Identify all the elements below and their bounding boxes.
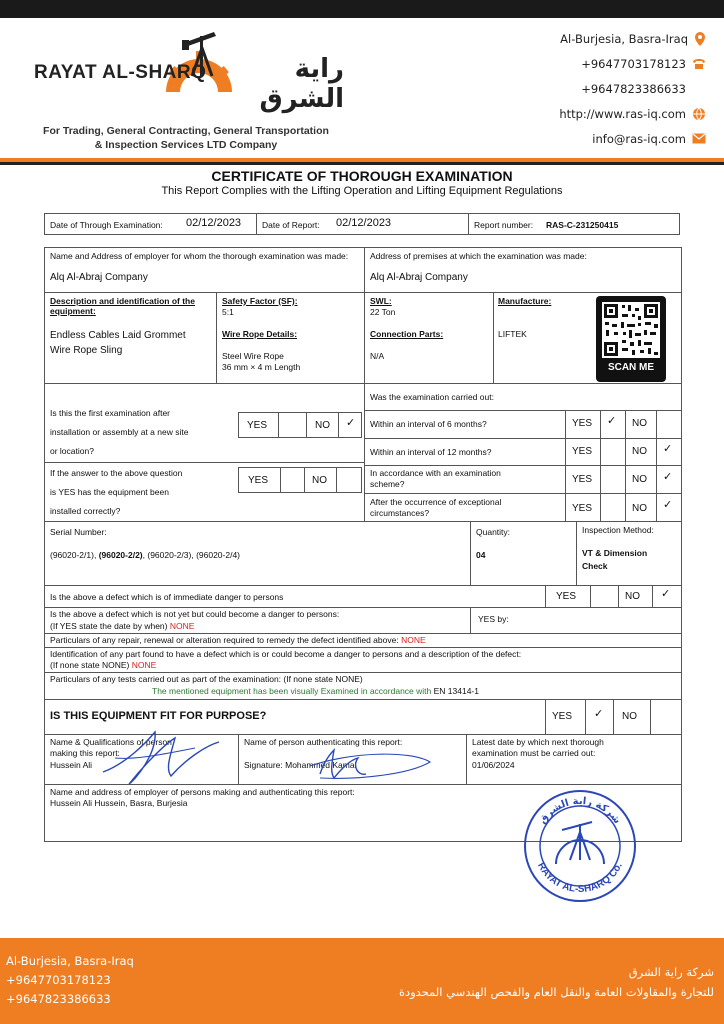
no-label: NO: [622, 711, 637, 722]
none-value: NONE: [401, 635, 426, 645]
divider: [278, 412, 279, 438]
contact-email[interactable]: info@ras-iq.com: [506, 126, 706, 151]
stamp-text-en: RAYAT AL-SHARQ Co.: [535, 860, 625, 896]
no-label: NO: [632, 503, 647, 514]
date-exam-label: Date of Through Examination:: [50, 220, 163, 230]
footer-company-ar: [334, 962, 714, 1002]
qr-label: SCAN ME: [607, 362, 655, 373]
desc-value-1: Endless Cables Laid Grommet: [50, 330, 186, 341]
signature-hussein: [95, 724, 225, 788]
contact-phone-1[interactable]: +9647703178123: [506, 51, 706, 76]
qr-pattern: [602, 302, 660, 358]
future-danger-hint: (If YES state the date by when): [50, 621, 168, 631]
logo-text-en: RAYAT AL-SHARQ: [34, 62, 207, 83]
desc-value-2: Wire Rope Sling: [50, 345, 123, 356]
company-tagline: [36, 124, 336, 152]
divider: [470, 607, 471, 633]
immediate-danger-q: Is the above a defect which is of immediate danger to persons: [50, 592, 284, 602]
serial-sep: ,: [93, 550, 99, 560]
footer-ar-line-1: شركة راية الشرق: [628, 965, 714, 979]
company-stamp: [522, 788, 638, 904]
identification-q2: [50, 660, 156, 670]
yes-label: YES: [572, 418, 593, 429]
divider: [338, 412, 339, 438]
yes-label: YES: [552, 711, 573, 722]
divider: [466, 734, 467, 784]
divider: [44, 607, 682, 608]
footer-contacts: [6, 952, 134, 1009]
stamp-derrick-icon: [556, 822, 604, 864]
divider: [44, 383, 682, 384]
yes-label: YES: [572, 474, 593, 485]
fit-for-purpose-q: IS THIS EQUIPMENT FIT FOR PURPOSE?: [50, 710, 267, 722]
footer-ar-line-2: للتجارة والمقاولات العامة والنقل العام والفحص الهندسي المحدودة: [398, 985, 714, 999]
method-value-2: Check: [582, 561, 608, 571]
divider: [44, 462, 364, 463]
quantity-label: Quantity:: [476, 527, 511, 537]
check-mark: ✓: [661, 588, 671, 600]
check-mark: ✓: [663, 471, 673, 483]
auth-value: Signature: Mohammed Kamal: [244, 760, 357, 770]
scheme-q2: scheme?: [370, 479, 405, 489]
method-label: Inspection Method:: [582, 525, 654, 535]
serial-item: (96020-2/1): [50, 550, 94, 560]
repair-label: Particulars of any repair, renewal or alteration required to remedy the defect identified above:: [50, 635, 399, 645]
first-exam-q1: Is this the first examination after: [50, 408, 170, 418]
divider: [364, 493, 682, 494]
divider: [468, 213, 469, 235]
top-bar: [0, 0, 724, 18]
yes-by-label: YES by:: [478, 614, 509, 624]
divider: [652, 585, 653, 607]
signature-mohammed: [300, 744, 436, 784]
divider: [336, 467, 337, 493]
no-label: NO: [632, 474, 647, 485]
employer-address-value: Hussein Ali Hussein, Basra, Burjesia: [50, 798, 188, 808]
footer-phone-1[interactable]: +9647703178123: [6, 973, 111, 987]
quals-label-1: Name & Qualifications of person: [50, 737, 172, 747]
serial-item: (96020-2/3): [147, 550, 192, 560]
date-report-value: 02/12/2023: [336, 217, 392, 229]
check-mark: ✓: [663, 443, 673, 455]
divider: [470, 521, 471, 585]
next-exam-label-2: examination must be carried out:: [472, 748, 596, 758]
tagline-line-1: For Trading, General Contracting, General Transportation: [43, 125, 329, 137]
sf-label: Safety Factor (SF):: [222, 296, 298, 306]
quals-label-2: making this report:: [50, 748, 120, 758]
contact-address: Al-Burjesia, Basra-Iraq: [506, 26, 706, 51]
identification-q: Identification of any part found to have a defect which is or could become a danger to persons and a description of the defect:: [50, 649, 522, 659]
interval-6-q: Within an interval of 6 months?: [370, 419, 487, 429]
divider: [306, 412, 307, 438]
premises-label: Address of premises at which the examination was made:: [370, 251, 587, 261]
divider: [545, 699, 546, 734]
employer-label: Name and Address of employer for whom the thorough examination was made:: [50, 251, 349, 261]
contact-block: [506, 26, 706, 151]
divider: [256, 213, 257, 235]
repair-q: [50, 635, 426, 645]
email-icon: [692, 133, 706, 144]
check-mark: ✓: [346, 417, 356, 429]
qr-code[interactable]: [596, 296, 666, 382]
report-number-value: RAS-C-231250415: [546, 220, 619, 230]
contact-website[interactable]: http://www.ras-iq.com: [506, 101, 706, 126]
divider: [44, 292, 682, 293]
header-divider-dark: [0, 162, 724, 165]
yes-label: YES: [556, 591, 577, 602]
divider: [590, 585, 591, 607]
rope-label: Wire Rope Details:: [222, 329, 298, 339]
footer: [0, 938, 724, 1024]
swl-value: 22 Ton: [370, 307, 396, 317]
swl-label: SWL:: [370, 296, 392, 306]
divider: [364, 438, 682, 439]
tests-value: [152, 686, 479, 696]
sf-value: 5:1: [222, 307, 234, 317]
manufacture-value: LIFTEK: [498, 329, 527, 339]
date-exam-value: 02/12/2023: [186, 217, 242, 229]
tagline-line-2: & Inspection Services LTD Company: [94, 139, 278, 151]
no-label: NO: [625, 591, 640, 602]
divider: [650, 699, 651, 734]
divider: [44, 699, 682, 700]
tests-value-text: The mentioned equipment has been visually Examined in accordance with: [152, 686, 432, 696]
divider: [44, 672, 682, 673]
divider: [545, 585, 546, 607]
quals-value: Hussein Ali: [50, 760, 93, 770]
tests-q: Particulars of any tests carried out as part of the examination: (If none state NONE): [50, 674, 363, 684]
identification-hint: (If none state NONE): [50, 660, 130, 670]
divider: [364, 410, 682, 411]
manufacture-label: Manufacture:: [498, 296, 552, 306]
desc-label: Description and identification of the equipment:: [50, 296, 195, 316]
none-value: NONE: [169, 621, 195, 631]
footer-address: Al-Burjesia, Basra-Iraq: [6, 954, 134, 968]
premises-value: Alq Al-Abraj Company: [370, 272, 468, 283]
divider: [585, 699, 586, 734]
phone-icon: [692, 58, 706, 70]
divider: [44, 585, 682, 586]
certificate-title: CERTIFICATE OF THOROUGH EXAMINATION: [211, 168, 513, 184]
divider: [44, 647, 682, 648]
method-value-1: VT & Dimension: [582, 548, 648, 558]
divider: [364, 465, 682, 466]
installed-q2: is YES has the equipment been: [50, 487, 169, 497]
serial-value: [50, 550, 240, 560]
none-value: NONE: [131, 660, 157, 670]
divider: [304, 467, 305, 493]
date-report-label: Date of Report:: [262, 220, 320, 230]
next-exam-value: 01/06/2024: [472, 760, 515, 770]
rope-value-2: 36 mm × 4 m Length: [222, 362, 301, 372]
yes-label: YES: [247, 420, 268, 431]
tests-standard: EN 13414-1: [433, 686, 479, 696]
certificate-subtitle: This Report Complies with the Lifting Operation and Lifting Equipment Regulations: [161, 185, 563, 197]
quantity-value: 04: [476, 550, 486, 560]
stamp-text-ar: شركة راية الشرق: [537, 795, 623, 827]
divider: [44, 633, 682, 634]
company-logo: [34, 26, 344, 124]
serial-item: (96020-2/2): [98, 550, 143, 560]
divider: [238, 734, 239, 784]
rope-value-1: Steel Wire Rope: [222, 351, 284, 361]
installed-q3: installed correctly?: [50, 506, 121, 516]
divider: [618, 585, 619, 607]
divider: [44, 521, 682, 522]
next-exam-label-1: Latest date by which next thorough: [472, 737, 604, 747]
serial-item: (96020-2/4): [196, 550, 241, 560]
carried-out-label: Was the examination carried out:: [370, 392, 494, 402]
report-number-label: Report number:: [474, 220, 534, 230]
divider: [576, 521, 577, 585]
conn-label: Connection Parts:: [370, 329, 444, 339]
no-label: NO: [632, 418, 647, 429]
scheme-q1: In accordance with an examination: [370, 468, 501, 478]
exceptional-q2: circumstances?: [370, 508, 430, 518]
first-exam-q3: or location?: [50, 446, 94, 456]
exceptional-q1: After the occurrence of exceptional: [370, 497, 502, 507]
future-danger-q: Is the above a defect which is not yet but could become a danger to persons:: [50, 609, 340, 619]
interval-12-q: Within an interval of 12 months?: [370, 447, 492, 457]
contact-phone-2[interactable]: +9647823386633: [581, 81, 686, 96]
yes-label: YES: [572, 503, 593, 514]
divider: [280, 467, 281, 493]
serial-label: Serial Number:: [50, 527, 107, 537]
divider: [364, 247, 365, 521]
divider: [613, 699, 614, 734]
divider: [493, 292, 494, 383]
footer-phone-2[interactable]: +9647823386633: [6, 992, 111, 1006]
auth-label: Name of person authenticating this report:: [244, 737, 403, 747]
logo-text-ar: راية الشرق: [259, 54, 344, 114]
check-mark: ✓: [607, 415, 617, 427]
conn-value: N/A: [370, 351, 385, 361]
location-pin-icon: [694, 32, 706, 46]
check-mark: ✓: [663, 499, 673, 511]
no-label: NO: [312, 475, 327, 486]
no-label: NO: [632, 446, 647, 457]
future-danger-q2: [50, 621, 194, 631]
first-exam-q2: installation or assembly at a new site: [50, 427, 189, 437]
employer-value: Alq Al-Abraj Company: [50, 272, 148, 283]
check-mark: ✓: [594, 708, 604, 720]
divider: [216, 292, 217, 383]
installed-q1: If the answer to the above question: [50, 468, 183, 478]
globe-icon: [692, 107, 706, 121]
serial-sep: ,: [142, 550, 148, 560]
employer-address-label: Name and address of employer of persons making and authenticating this report:: [50, 787, 355, 797]
no-label: NO: [315, 420, 330, 431]
yes-label: YES: [248, 475, 269, 486]
yes-label: YES: [572, 446, 593, 457]
serial-sep: ,: [191, 550, 197, 560]
qr-code-icon: [602, 302, 660, 358]
